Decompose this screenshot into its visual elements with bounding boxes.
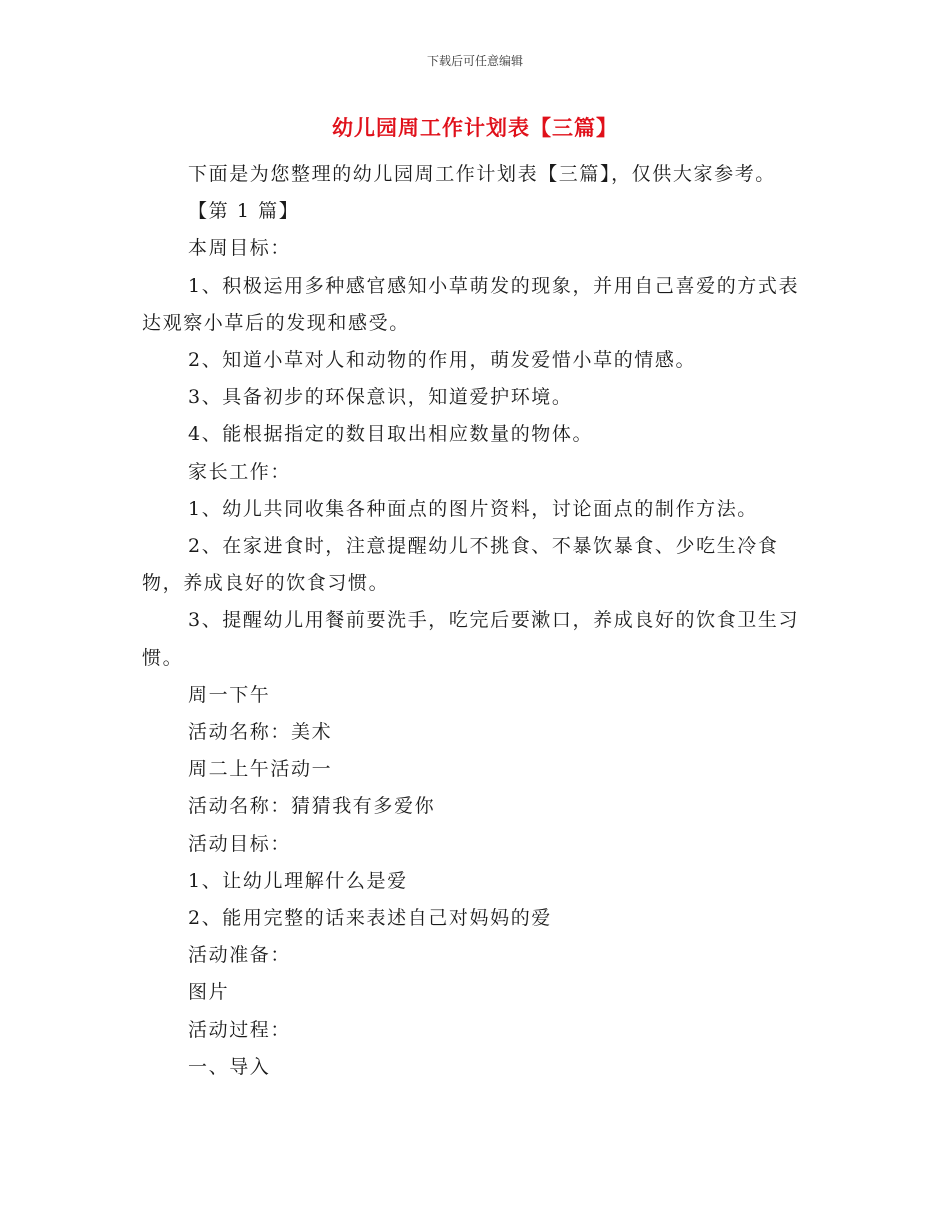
goal-item: 2、知道小草对人和动物的作用，萌发爱惜小草的情感。	[188, 349, 697, 372]
section-heading: 【第 1 篇】	[188, 200, 300, 223]
prep-item: 图片	[188, 981, 230, 1004]
intro-paragraph: 下面是为您整理的幼儿园周工作计划表【三篇】，仅供大家参考。	[188, 163, 776, 185]
activity-goal-item: 1、让幼儿理解什么是爱	[188, 869, 408, 892]
subheading-weekly-goals: 本周目标：	[188, 237, 292, 260]
parent-work-item: 3、提醒幼儿用餐前要洗手，吃完后要漱口，养成良好的饮食卫生习惯。	[142, 609, 800, 669]
activity-goal-item: 2、能用完整的话来表述自己对妈妈的爱	[188, 907, 552, 930]
schedule-label: 周一下午	[188, 683, 271, 706]
goal-item: 1、积极运用多种感官感知小草萌发的现象，并用自己喜爱的方式表达观察小草后的发现和感受。	[142, 274, 800, 334]
activity-name: 活动名称：美术	[188, 721, 333, 744]
document-body	[142, 156, 810, 1086]
document-title: 幼儿园周工作计划表【三篇】	[332, 116, 618, 140]
header-note: 下载后可任意编辑	[426, 54, 523, 68]
goal-item: 3、具备初步的环保意识，知道爱护环境。	[188, 386, 573, 409]
activity-name: 活动名称：猜猜我有多爱你	[188, 795, 436, 818]
process-step: 一、导入	[188, 1055, 271, 1078]
subheading-activity-goals: 活动目标：	[188, 832, 292, 855]
subheading-parent-work: 家长工作：	[188, 460, 292, 483]
goal-item: 4、能根据指定的数目取出相应数量的物体。	[188, 423, 594, 446]
parent-work-item: 2、在家进食时，注意提醒幼儿不挑食、不暴饮暴食、少吃生冷食物，养成良好的饮食习惯。	[142, 535, 779, 595]
subheading-activity-process: 活动过程：	[188, 1018, 292, 1041]
parent-work-item: 1、幼儿共同收集各种面点的图片资料，讨论面点的制作方法。	[188, 497, 758, 520]
subheading-activity-prep: 活动准备：	[188, 944, 292, 967]
schedule-label: 周二上午活动一	[188, 758, 333, 781]
